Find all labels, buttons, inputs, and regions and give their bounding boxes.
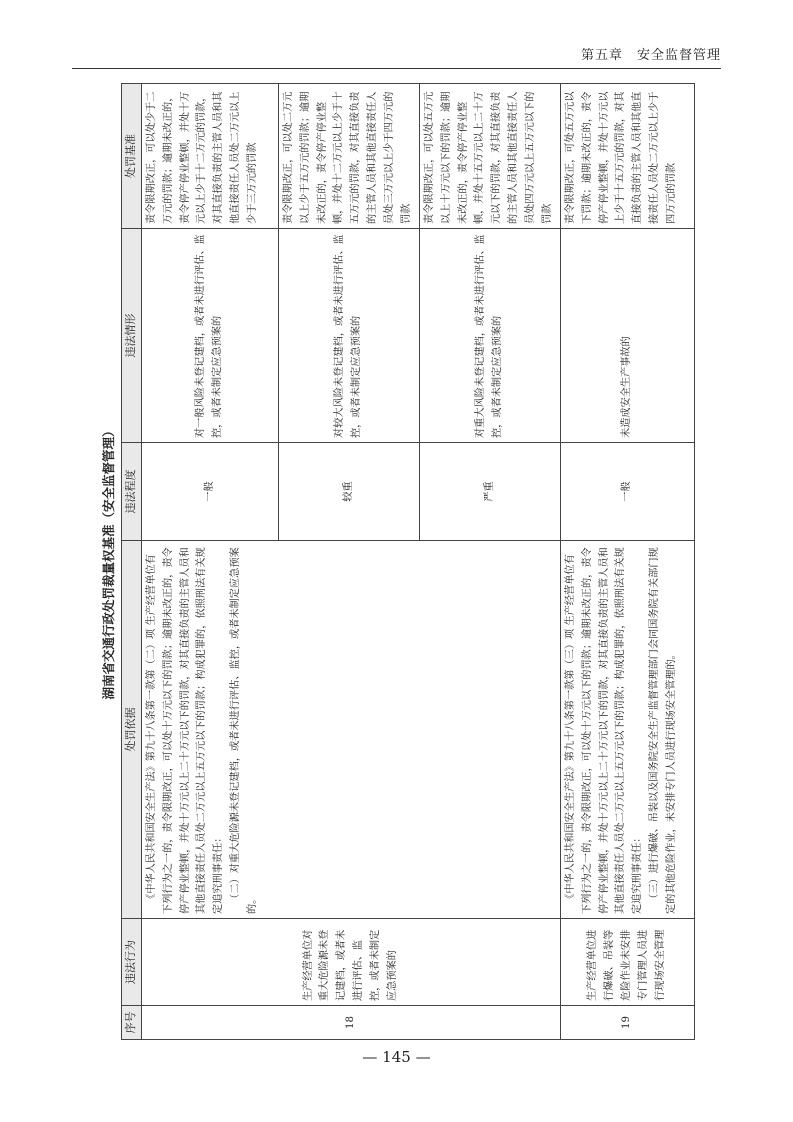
header-circumstance: 违法情形 xyxy=(122,229,142,443)
header-rule xyxy=(72,68,721,69)
row-circumstance: 未造成安全生产事故的 xyxy=(561,229,695,443)
row-act: 生产经营单位进行爆破、吊装等危险作业未安排专门管理人员进行现场安全管理 xyxy=(561,919,695,1006)
basis-paragraph: 《中华人民共和国安全生产法》第九十八条第一款第（二）项 生产经营单位有下列行为之一的，责令限期改正，可以处十万元以下的罚款；逾期未改正的，责令停产停业整顿，并处十万元以上二十万元以下的罚款，对其直接负责的主管人员和其他直接责任人员处二万元以上五万元以下的罚款；构成犯罪的，依照刑法有关规定追究刑事责任： xyxy=(146,547,225,914)
header-degree: 违法程度 xyxy=(122,443,142,541)
basis-paragraph: 《中华人民共和国安全生产法》第九十八条第一款第（三）项 生产经营单位有下列行为之一的，责令限期改正，可以处十万元以下的罚款；逾期未改正的，责令停产停业整顿，并处十万元以上二十万元以下的罚款，对其直接负责的主管人员和其他直接责任人员处二万元以上五万元以下的罚款；构成犯罪的，依照刑法有关规定追究刑事责任： xyxy=(565,547,644,914)
row-standard: 责令限期改正，可以处少于二万元的罚款；逾期未改正的，责令停产停业整顿，并处十万元以上少于十二万元的罚款，对其直接负责的主管人员和其他直接责任人员处二万元以上少于三万元的罚款 xyxy=(142,84,279,229)
row-degree: 一般 xyxy=(142,443,279,541)
rotated-table-frame xyxy=(97,84,694,1040)
row-standard: 责令限期改正，可处五万元以下罚款；逾期未改正的，责令停产停业整顿，并处十万元以上少于十五万元的罚款，对其直接负责的主管人员和其他直接责任人员处二万元以上少于四万元的罚款 xyxy=(561,84,695,229)
row-basis xyxy=(561,541,695,919)
row-circumstance: 对重大风险未登记建档，或者未进行评估、监控，或者未制定应急预案的 xyxy=(420,229,561,443)
table-caption: 湖南省交通行政处罚裁量权基准（安全监督管理） xyxy=(101,424,116,700)
row-circumstance: 对较大风险未登记建档，或者未进行评估、监控，或者未制定应急预案的 xyxy=(279,229,420,443)
row-degree: 较重 xyxy=(279,443,420,541)
basis-paragraph: （二）对重大危险源未登记建档，或者未进行评估、监控，或者未制定应急预案的。 xyxy=(230,547,258,914)
row-standard: 责令限期改正，可以处五万元以上十万元以下的罚款；逾期未改正的，责令停产停业整顿，并处十五万元以上二十万元以下的罚款，对其直接负责的主管人员和其他直接责任人员处四万元以上五万元以下的罚款 xyxy=(420,84,561,229)
row-seq: 19 xyxy=(561,1006,695,1040)
row-standard: 责令限期改正，可以处二万元以上少于五万元的罚款；逾期未改正的，责令停产停业整顿，并处十二万元以上少于十五万元的罚款，对其直接负责的主管人员和其他直接责任人员处三万元以上少于四万元的罚款 xyxy=(279,84,420,229)
table-header-row xyxy=(122,84,142,1040)
row-circumstance: 对一般风险未登记建档，或者未进行评估、监控，或者未制定应急预案的 xyxy=(142,229,279,443)
header-act: 违法行为 xyxy=(122,919,142,1006)
row-basis xyxy=(142,541,561,919)
header-seq: 序号 xyxy=(122,1006,142,1040)
basis-paragraph: （三）进行爆破、吊装以及国务院安全生产监督管理部门会同国务院有关部门规定的其他危险作业，未安排专门人员进行现场安全管理的。 xyxy=(649,547,677,914)
header-standard: 处罚基准 xyxy=(122,84,142,229)
header-basis: 处罚依据 xyxy=(122,541,142,919)
table-row xyxy=(561,84,695,1040)
penalty-standard-table xyxy=(121,83,695,1040)
table-row xyxy=(142,84,279,1040)
row-seq: 18 xyxy=(142,1006,561,1040)
running-header: 第五章 安全监督管理 xyxy=(580,48,721,63)
row-act: 生产经营单位对重大危险源未登记建档，或者未进行评估、监控，或者未制定应急预案的 xyxy=(142,919,561,1006)
row-degree: 一般 xyxy=(561,443,695,541)
page-number: — 145 — xyxy=(362,1048,431,1066)
row-degree: 严重 xyxy=(420,443,561,541)
